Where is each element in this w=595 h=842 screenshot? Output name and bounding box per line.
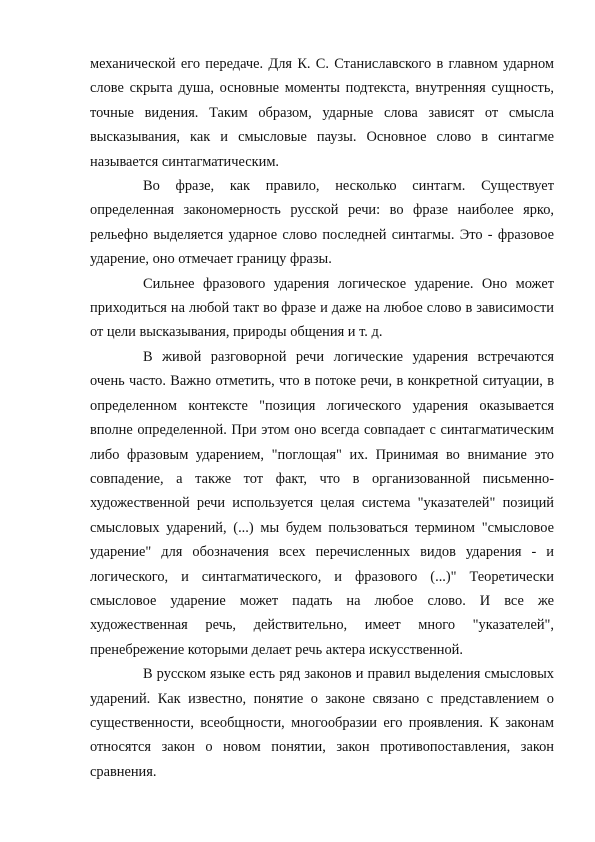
body-text <box>90 52 554 784</box>
paragraph-3: Сильнее фразового ударения логическое ударение. Оно может приходиться на любой такт во фразе и даже на любое слово в зависимости от цели высказывания, природы общения и т. д. <box>90 275 554 341</box>
paragraph-2: Во фразе, как правило, несколько синтагм. Существует определенная закономерность русской речи: во фразе наиболее ярко, рельефно выделяется ударное слово последней синтагмы. Это - фразовое ударение, оно отмечает границу фразы. <box>90 178 554 268</box>
paragraph-4: В живой разговорной речи логические ударения встречаются очень часто. Важно отметить, что в потоке речи, в конкретной ситуации, в определенном контексте "позиция логического ударения оказывается вполне определенной. При этом оно всегда совпадает с синтагматическим либо фразовым ударением, "поглощая" их. Принимая во внимание это совпадение, а также тот факт, что в организованной письменно-художественной речи используется целая система "указателей" позиций смысловых ударений, (...) мы будем пользоваться термином "смысловое ударение" для обозначения всех перечисленных видов ударения - и логического, и синтагматического, и фразового (...)" Теоретически смысловое ударение может падать на любое слово. И все же художественная речь, действительно, имеет много "указателей", пренебрежение которыми делает речь актера искусственной. <box>90 348 554 658</box>
paragraph-5: В русском языке есть ряд законов и правил выделения смысловых ударений. Как известно, понятие о законе связано с представлением о существенности, всеобщности, многообразии его проявления. К законам относятся закон о новом понятии, закон противопоставления, закон сравнения. <box>90 666 554 780</box>
paragraph-1: механической его передаче. Для К. С. Станиславского в главном ударном слове скрыта душа, основные моменты подтекста, внутренняя сущность, точные видения. Таким образом, ударные слова зависят от смысла высказывания, как и смысловые паузы. Основное слово в синтагме называется синтагматическим. <box>90 56 554 170</box>
